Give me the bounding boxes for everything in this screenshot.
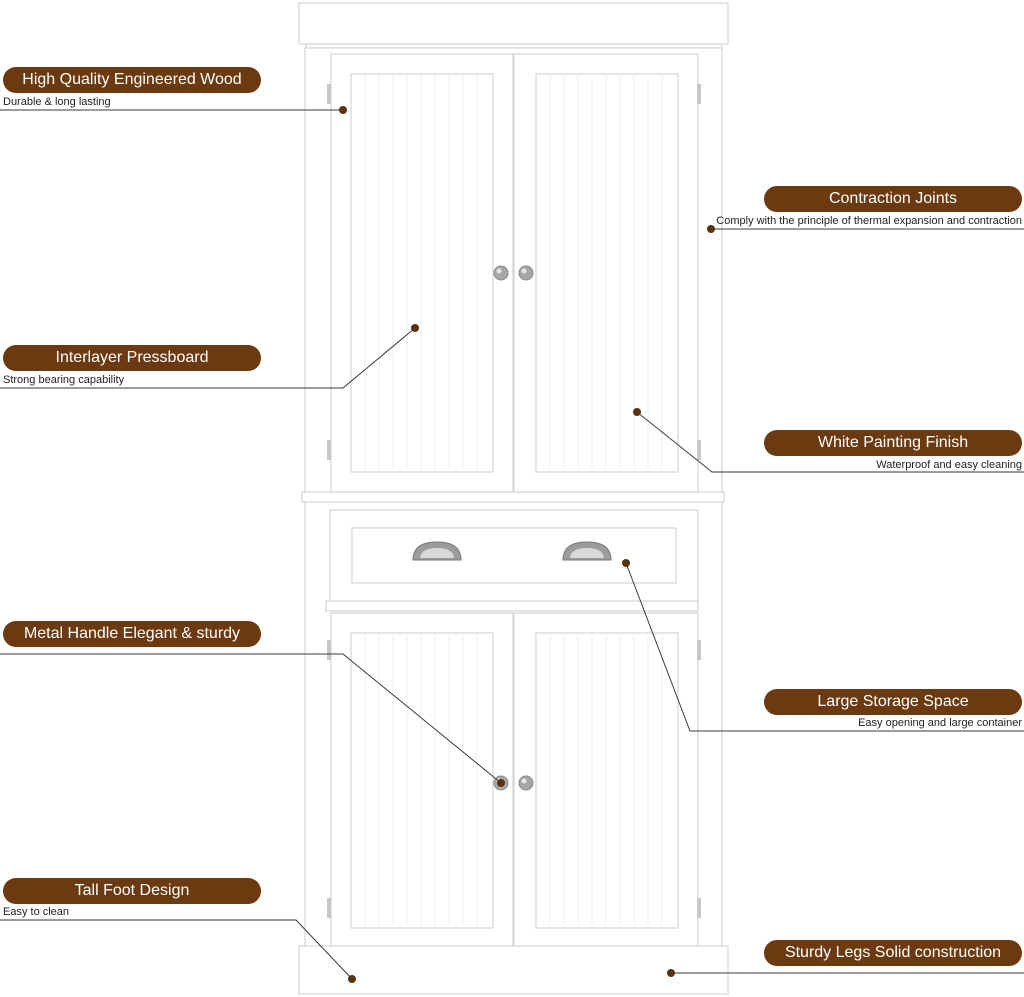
callout-title-storage-space: Large Storage Space <box>764 689 1022 715</box>
callout-title-contraction-joints: Contraction Joints <box>764 186 1022 212</box>
callout-title-metal-handle: Metal Handle Elegant & sturdy <box>3 621 261 647</box>
callout-subtitle-contraction-joints: Comply with the principle of thermal expansion and contraction <box>716 215 1022 227</box>
callout-title-sturdy-legs: Sturdy Legs Solid construction <box>764 940 1022 966</box>
cabinet-crown <box>299 3 728 44</box>
callout-subtitle-painting-finish: Waterproof and easy cleaning <box>876 459 1022 471</box>
callout-subtitle-storage-space: Easy opening and large container <box>858 717 1022 729</box>
callout-title-painting-finish: White Painting Finish <box>764 430 1022 456</box>
callout-subtitle-wood: Durable & long lasting <box>3 96 111 108</box>
callout-subtitle-tall-foot: Easy to clean <box>3 906 70 918</box>
callout-title-wood: High Quality Engineered Wood <box>3 67 261 93</box>
cabinet-mid-shelf <box>302 492 724 502</box>
callout-subtitle-pressboard: Strong bearing capability <box>3 374 125 386</box>
cabinet-base <box>299 946 728 994</box>
cabinet <box>299 3 728 994</box>
callout-title-tall-foot: Tall Foot Design <box>3 878 261 904</box>
callout-title-pressboard: Interlayer Pressboard <box>3 345 261 371</box>
